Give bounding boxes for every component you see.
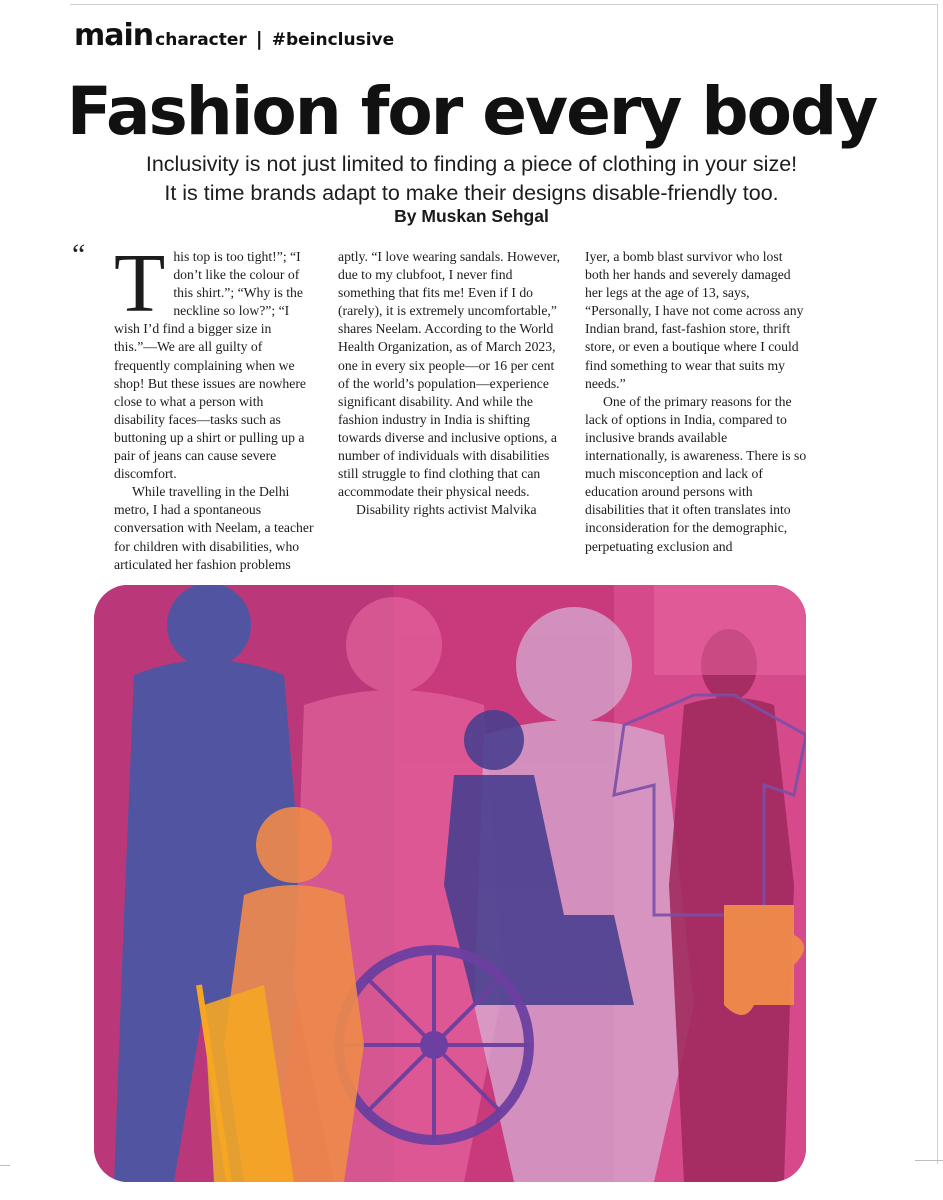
page-top-rule [70,4,938,5]
dek [60,150,883,208]
dek-line-2: It is time brands adapt to make their designs disable-friendly too. [164,181,779,205]
section-hashtag: #beinclusive [271,30,395,50]
article-paragraph: One of the primary reasons for the lack of options in India, compared to inclusive brands available internationally, is awareness. There is so much misconception and lack of education around persons with disabilities that it often translates into inconsideration for the demographic, perpetuating exclusion and [585,393,807,554]
article-paragraph: Iyer, a bomb blast survivor who lost both her hands and severely damaged her legs at the age of 13, says, “Personally, I have not come across any Indian brand, fast-fashion store, thrift store, or even a boutique where I could find something to wear that suits my needs.” [585,249,804,391]
open-quote-mark: “ [72,238,86,271]
article-paragraph: aptly. “I love wearing sandals. However, due to my clubfoot, I never find something that fits me! Even if I do (rarely), it is extremely uncomfortable,” shares Neelam. According to the World Health Organization, as of March 2023, one in every six people—or 16 per cent of the world’s population—experience significant disability. And while the fashion industry in India is shifting towards diverse and inclusive options, a number of individuals with disabilities still struggle to find clothing that can accommodate their physical needs. [338,249,561,500]
section-header [74,18,394,52]
page-right-rule [937,4,938,1164]
article-paragraph [114,237,314,483]
section-brand-sub: character [155,30,247,50]
dek-line-1: Inclusivity is not just limited to finding a piece of clothing in your size! [145,152,798,176]
drop-cap: T [114,237,166,330]
crop-mark-left [0,1165,10,1166]
article-text: his top is too tight!”; “I don’t like the colour of this shirt.”; “Why is the neckline so low?”; “I wish I’d find a bigger size in this.”—We are all guilty of frequently complaining when we shop! But these issues are nowhere close to what a person with disability faces—tasks such as buttoning up a shirt or pulling up a pair of jeans can cause severe discomfort. [114,249,306,482]
article-column-1 [114,237,314,574]
article-column-3 [585,248,809,556]
section-brand: main [74,18,154,53]
people-silhouettes-graphic [94,585,806,1182]
inclusive-people-illustration [94,585,806,1182]
article-paragraph: Disability rights activist Malvika [356,502,537,518]
crop-mark-right [915,1160,943,1161]
section-separator: | [255,28,263,50]
headline: Fashion for every body [66,73,877,150]
byline: By Muskan Sehgal [394,206,549,226]
article-column-2 [338,248,564,519]
article-paragraph: While travelling in the Delhi metro, I had a spontaneous conversation with Neelam, a teacher for children with disabilities, who articulated her fashion problems [114,484,314,572]
